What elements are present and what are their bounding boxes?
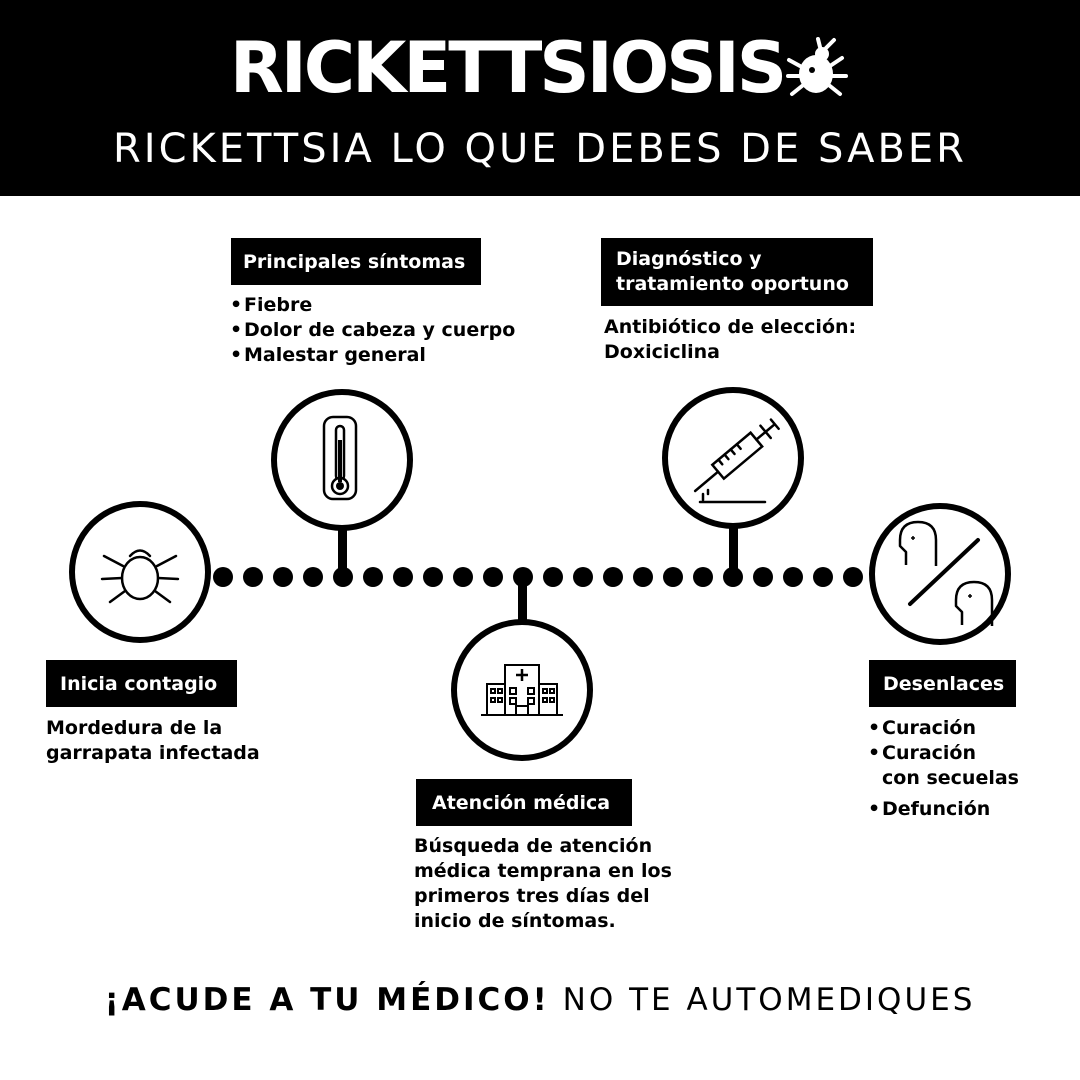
desc-line: Antibiótico de elección:	[604, 316, 857, 338]
connector-sintomas	[338, 528, 347, 578]
timeline-dot	[483, 567, 503, 587]
list-item: • Malestar general	[230, 343, 550, 368]
timeline-dot	[213, 567, 233, 587]
footer-emphasis: ¡ACUDE A TU MÉDICO!	[104, 982, 550, 1018]
list-item: • Fiebre	[230, 293, 550, 318]
label-diagnostico: Diagnóstico y tratamiento oportuno	[601, 238, 873, 306]
desc-inicia-contagio	[46, 716, 306, 766]
desc-line: Búsqueda de atención	[414, 835, 653, 857]
circle-diagnostico	[665, 390, 801, 526]
desc-line: Mordedura de la	[46, 717, 223, 739]
timeline-dot	[603, 567, 623, 587]
timeline-dot	[453, 567, 473, 587]
desc-line: médica temprana en los	[414, 860, 672, 882]
desc-line: garrapata infectada	[46, 742, 260, 764]
list-desenlaces	[868, 716, 1073, 822]
desc-line: primeros tres días del	[414, 885, 650, 907]
timeline-dot	[273, 567, 293, 587]
timeline-dot	[303, 567, 323, 587]
desc-atencion-medica	[414, 834, 714, 934]
connector-diagnostico	[729, 528, 738, 578]
label-atencion-medica: Atención médica	[416, 779, 632, 826]
desc-line: inicio de síntomas.	[414, 910, 616, 932]
timeline-dot	[393, 567, 413, 587]
timeline-dot	[423, 567, 443, 587]
timeline-dot	[573, 567, 593, 587]
timeline-dot	[663, 567, 683, 587]
timeline-dot	[783, 567, 803, 587]
timeline-dot	[363, 567, 383, 587]
list-item: • Defunción	[868, 797, 1073, 822]
timeline-dot	[843, 567, 863, 587]
footer-rest: NO TE AUTOMEDIQUES	[562, 982, 976, 1018]
list-item: • Dolor de cabeza y cuerpo	[230, 318, 550, 343]
timeline-dots	[213, 567, 863, 587]
timeline-dot	[753, 567, 773, 587]
timeline-dot	[543, 567, 563, 587]
list-item: • Curación	[868, 716, 1073, 741]
timeline-dot	[813, 567, 833, 587]
list-item-continuation: con secuelas	[882, 767, 1019, 789]
list-item: • Curación con secuelas	[868, 741, 1073, 791]
label-desenlaces: Desenlaces	[869, 660, 1016, 707]
timeline-dot	[693, 567, 713, 587]
page-subtitle: RICKETTSIA LO QUE DEBES DE SABER	[113, 126, 967, 172]
circle-atencion	[454, 622, 590, 758]
timeline-dot	[243, 567, 263, 587]
footer-message	[0, 978, 1080, 1022]
list-principales-sintomas	[230, 293, 550, 368]
desc-line: Doxiciclina	[604, 341, 721, 363]
label-inicia-contagio: Inicia contagio	[46, 660, 237, 707]
circle-contagio	[72, 504, 208, 640]
label-principales-sintomas: Principales síntomas	[231, 238, 481, 285]
desc-diagnostico	[604, 315, 904, 365]
timeline-dot	[633, 567, 653, 587]
title-text: RICKETTSIOSIS	[229, 27, 785, 109]
